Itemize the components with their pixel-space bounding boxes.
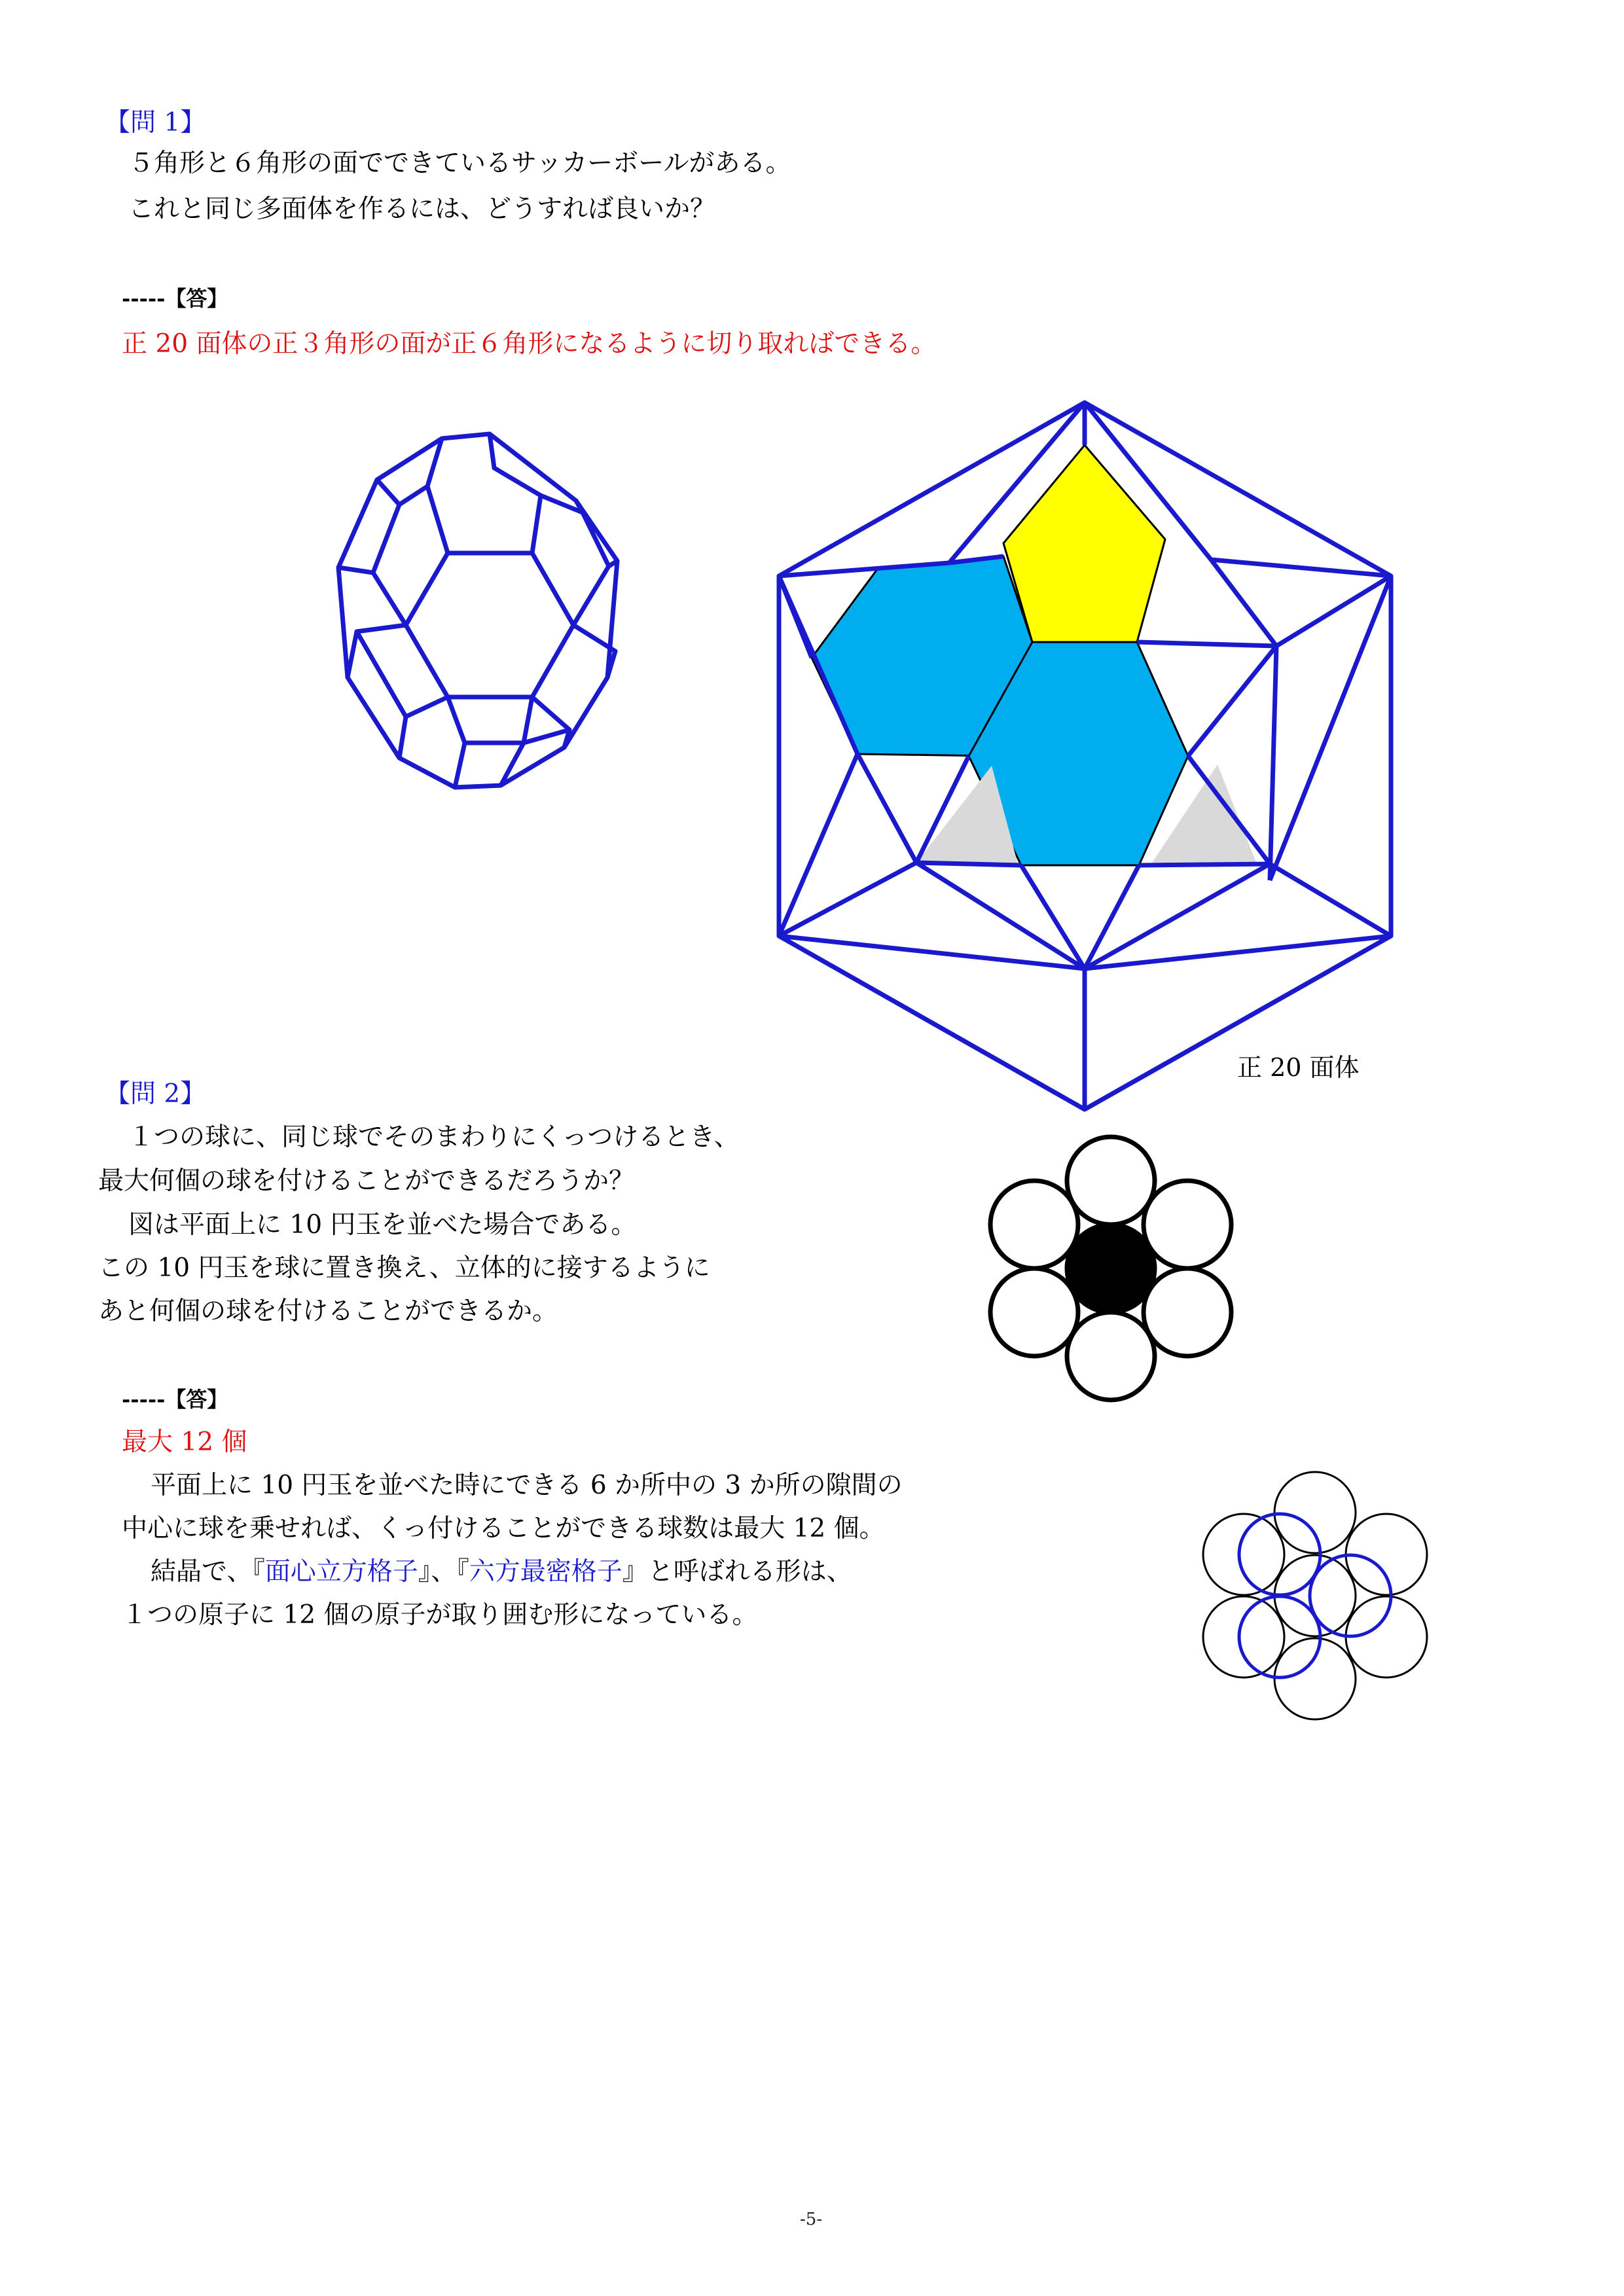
coin bbox=[1067, 1312, 1155, 1400]
q1-answer: 正 20 面体の正３角形の面が正６角形になるように切り取ればできる。 bbox=[122, 329, 937, 359]
sphere-bottom-layer bbox=[1274, 1472, 1356, 1553]
term-hcp: 六方最密格子 bbox=[469, 1557, 623, 1587]
coin bbox=[990, 1268, 1078, 1356]
q2-line5: あと何個の球を付けることができるか。 bbox=[98, 1297, 558, 1326]
ball-seam bbox=[338, 567, 406, 625]
sphere-top-layer bbox=[1310, 1555, 1391, 1636]
soccer-ball-figure bbox=[308, 429, 674, 795]
term-fcc: 面心立方格子 bbox=[264, 1557, 418, 1587]
sphere-bottom-layer bbox=[1274, 1638, 1356, 1719]
q2-line1: １つの球に、同じ球でそのまわりにくっつけるとき、 bbox=[128, 1122, 740, 1152]
coin bbox=[990, 1181, 1078, 1268]
q1-line1: ５角形と６角形の面でできているサッカーボールがある。 bbox=[128, 149, 791, 178]
coin bbox=[1144, 1181, 1231, 1268]
q2-answer-label: -----【答】 bbox=[122, 1387, 228, 1412]
ball-seam bbox=[427, 486, 448, 553]
sphere-bottom-layer bbox=[1203, 1596, 1284, 1677]
ball-seam bbox=[524, 730, 569, 743]
coin-arrangement-figure bbox=[982, 1129, 1244, 1410]
page-number: -5- bbox=[800, 2210, 823, 2229]
center-coin bbox=[1067, 1225, 1155, 1312]
ball-seam bbox=[448, 697, 465, 787]
q2-explanation-2: 中心に球を乗せれば、くっ付けることができる球数は最大 12 個。 bbox=[122, 1514, 885, 1543]
sphere-bottom-layer bbox=[1203, 1514, 1284, 1595]
exp3-pre: 結晶で、『 bbox=[151, 1557, 265, 1587]
q1-heading: 【問 1】 bbox=[105, 108, 206, 137]
sphere-packing-figure bbox=[1178, 1469, 1453, 1757]
ball-seam bbox=[573, 566, 609, 625]
ball-seam bbox=[373, 505, 399, 573]
sphere-top-layer bbox=[1239, 1596, 1320, 1677]
ball-outline bbox=[338, 434, 617, 787]
q2-line4: この 10 円玉を球に置き換え、立体的に接するように bbox=[98, 1253, 710, 1283]
q2-explanation-4: １つの原子に 12 個の原子が取り囲む形になっている。 bbox=[122, 1600, 758, 1630]
q2-explanation-1: 平面上に 10 円玉を並べた時にできる 6 か所中の 3 か所の隙間の bbox=[151, 1471, 903, 1500]
icosahedron-figure bbox=[759, 393, 1407, 1126]
q2-heading: 【問 2】 bbox=[105, 1079, 206, 1109]
q2-line2: 最大何個の球を付けることができるだろうか？ bbox=[98, 1166, 635, 1196]
q2-explanation-3 bbox=[151, 1559, 852, 1585]
sphere-top-layer bbox=[1239, 1514, 1320, 1595]
ball-seam bbox=[399, 697, 448, 758]
coin bbox=[1144, 1268, 1231, 1356]
q1-line2: これと同じ多面体を作るには、どうすれば良いか？ bbox=[128, 194, 716, 224]
q2-answer: 最大 12 個 bbox=[122, 1427, 247, 1457]
ball-center-hexagon bbox=[406, 553, 573, 697]
icosahedron-caption: 正 20 面体 bbox=[1237, 1053, 1360, 1082]
exp3-mid: 』、『 bbox=[418, 1557, 469, 1587]
q2-line3: 図は平面上に 10 円玉を並べた場合である。 bbox=[128, 1210, 637, 1240]
coin bbox=[1067, 1137, 1155, 1225]
exp3-post: 』と呼ばれる形は、 bbox=[622, 1557, 852, 1587]
q1-answer-label: -----【答】 bbox=[122, 286, 228, 311]
